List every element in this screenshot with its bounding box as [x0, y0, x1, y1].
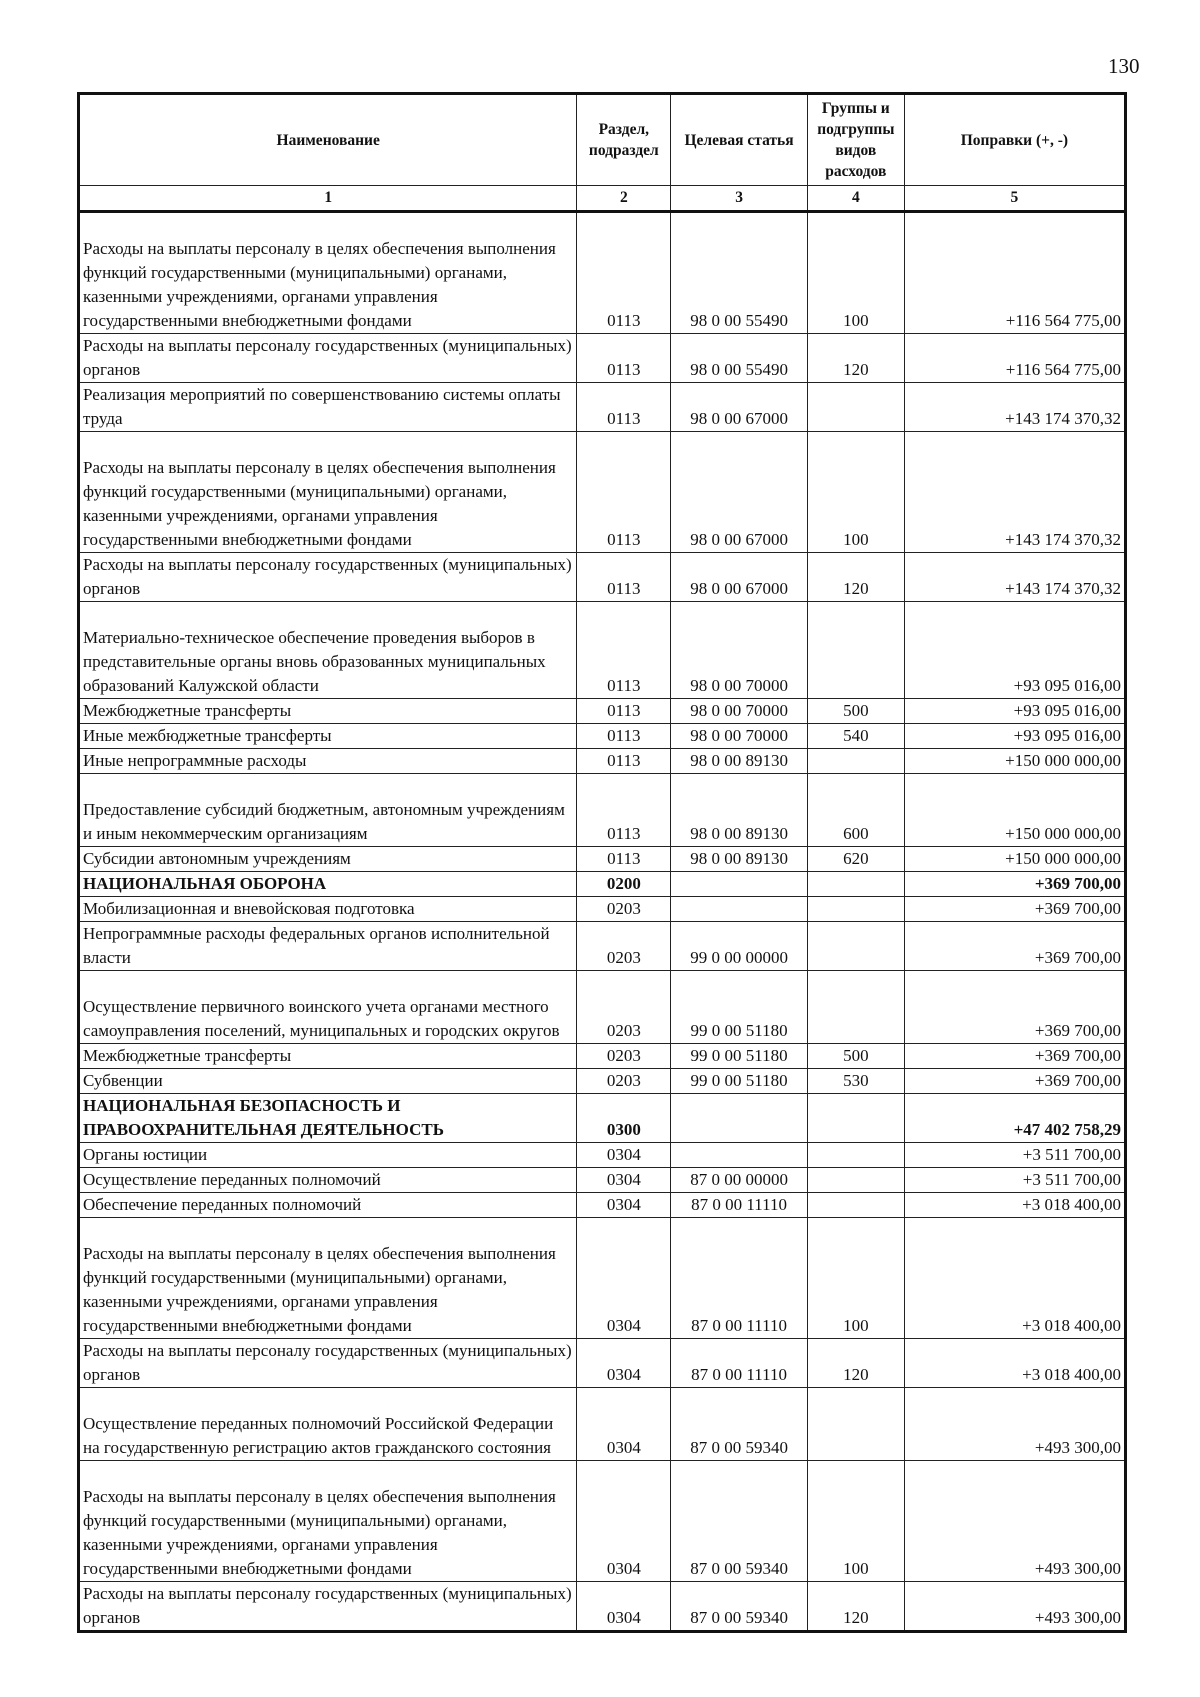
column-number: 4 [807, 186, 904, 212]
cell-section: 0203 [577, 1044, 671, 1069]
cell-amount: +143 174 370,32 [904, 432, 1125, 553]
cell-name: Расходы на выплаты персоналу государственных (муниципальных) органов [79, 334, 577, 383]
header-target: Целевая статья [671, 94, 808, 186]
column-number: 5 [904, 186, 1125, 212]
cell-amount: +116 564 775,00 [904, 212, 1125, 334]
table-body [79, 212, 1126, 1632]
cell-target: 87 0 00 59340 [671, 1461, 808, 1582]
table-row [79, 724, 1126, 749]
cell-target: 87 0 00 59340 [671, 1582, 808, 1632]
cell-section: 0113 [577, 334, 671, 383]
cell-amount: +116 564 775,00 [904, 334, 1125, 383]
header-group: Группы и подгруппы видов расходов [807, 94, 904, 186]
cell-amount: +3 511 700,00 [904, 1143, 1125, 1168]
cell-section: 0300 [577, 1094, 671, 1143]
cell-name: Субсидии автономным учреждениям [79, 847, 577, 872]
cell-group: 120 [807, 334, 904, 383]
cell-amount: +369 700,00 [904, 971, 1125, 1044]
cell-name: Субвенции [79, 1069, 577, 1094]
cell-target: 98 0 00 55490 [671, 212, 808, 334]
cell-amount: +143 174 370,32 [904, 383, 1125, 432]
column-number: 3 [671, 186, 808, 212]
cell-name: Осуществление первичного воинского учета органами местного самоуправления поселений, муниципальных и городских округов [79, 971, 577, 1044]
header-amendment: Поправки (+, -) [904, 94, 1125, 186]
cell-target: 98 0 00 89130 [671, 774, 808, 847]
column-number: 1 [79, 186, 577, 212]
cell-target: 98 0 00 70000 [671, 724, 808, 749]
cell-target: 99 0 00 51180 [671, 971, 808, 1044]
cell-amount: +493 300,00 [904, 1388, 1125, 1461]
cell-group: 620 [807, 847, 904, 872]
cell-group: 120 [807, 553, 904, 602]
table-row [79, 897, 1126, 922]
cell-section: 0304 [577, 1143, 671, 1168]
cell-section: 0113 [577, 724, 671, 749]
cell-amount: +369 700,00 [904, 922, 1125, 971]
cell-name: НАЦИОНАЛЬНАЯ БЕЗОПАСНОСТЬ И ПРАВООХРАНИТЕЛЬНАЯ ДЕЯТЕЛЬНОСТЬ [79, 1094, 577, 1143]
cell-target: 87 0 00 59340 [671, 1388, 808, 1461]
cell-group: 600 [807, 774, 904, 847]
cell-amount: +3 018 400,00 [904, 1218, 1125, 1339]
cell-group [807, 971, 904, 1044]
table-row [79, 847, 1126, 872]
cell-group: 100 [807, 1461, 904, 1582]
cell-group [807, 1143, 904, 1168]
cell-section: 0203 [577, 1069, 671, 1094]
cell-name: Материально-техническое обеспечение проведения выборов в представительные органы вновь образованных муниципальных образований Калужской области [79, 602, 577, 699]
cell-name: Осуществление переданных полномочий [79, 1168, 577, 1193]
cell-section: 0113 [577, 212, 671, 334]
cell-section: 0304 [577, 1461, 671, 1582]
table-row [79, 749, 1126, 774]
cell-group: 120 [807, 1582, 904, 1632]
cell-target: 87 0 00 11110 [671, 1193, 808, 1218]
cell-group: 100 [807, 1218, 904, 1339]
cell-amount: +3 018 400,00 [904, 1193, 1125, 1218]
cell-amount: +369 700,00 [904, 872, 1125, 897]
cell-name: Расходы на выплаты персоналу в целях обеспечения выполнения функций государственными (муниципальными) органами, казенными учреждениями, органами управления государственными внебюджетными фондами [79, 1218, 577, 1339]
table-row [79, 699, 1126, 724]
cell-target [671, 1094, 808, 1143]
cell-section: 0304 [577, 1582, 671, 1632]
table-header-row [79, 94, 1126, 186]
cell-target: 98 0 00 70000 [671, 602, 808, 699]
cell-group [807, 383, 904, 432]
column-number-row [79, 186, 1126, 212]
cell-amount: +3 511 700,00 [904, 1168, 1125, 1193]
cell-target: 87 0 00 00000 [671, 1168, 808, 1193]
cell-target: 99 0 00 51180 [671, 1044, 808, 1069]
cell-name: Расходы на выплаты персоналу в целях обеспечения выполнения функций государственными (муниципальными) органами, казенными учреждениями, органами управления государственными внебюджетными фондами [79, 1461, 577, 1582]
cell-group [807, 1094, 904, 1143]
cell-section: 0203 [577, 922, 671, 971]
table-row [79, 334, 1126, 383]
cell-name: Расходы на выплаты персоналу государственных (муниципальных) органов [79, 553, 577, 602]
cell-group [807, 1168, 904, 1193]
table-row [79, 1461, 1126, 1582]
cell-section: 0304 [577, 1388, 671, 1461]
page-number: 130 [1108, 54, 1140, 78]
cell-amount: +93 095 016,00 [904, 724, 1125, 749]
cell-name: Осуществление переданных полномочий Российской Федерации на государственную регистрацию актов гражданского состояния [79, 1388, 577, 1461]
cell-name: Мобилизационная и вневойсковая подготовка [79, 897, 577, 922]
cell-target: 98 0 00 67000 [671, 432, 808, 553]
cell-name: Расходы на выплаты персоналу государственных (муниципальных) органов [79, 1582, 577, 1632]
cell-group [807, 749, 904, 774]
table-row [79, 1069, 1126, 1094]
cell-section: 0113 [577, 553, 671, 602]
cell-amount: +47 402 758,29 [904, 1094, 1125, 1143]
table-row [79, 922, 1126, 971]
cell-group: 120 [807, 1339, 904, 1388]
table-row [79, 383, 1126, 432]
header-name: Наименование [79, 94, 577, 186]
cell-group: 500 [807, 699, 904, 724]
cell-amount: +369 700,00 [904, 1069, 1125, 1094]
cell-group: 100 [807, 212, 904, 334]
cell-amount: +93 095 016,00 [904, 699, 1125, 724]
table-row [79, 1582, 1126, 1632]
budget-amendments-table [77, 92, 1127, 1633]
cell-amount: +493 300,00 [904, 1582, 1125, 1632]
cell-section: 0113 [577, 847, 671, 872]
cell-section: 0113 [577, 774, 671, 847]
cell-group [807, 1388, 904, 1461]
cell-name: Иные межбюджетные трансферты [79, 724, 577, 749]
table-row [79, 1339, 1126, 1388]
cell-target [671, 872, 808, 897]
cell-section: 0304 [577, 1168, 671, 1193]
cell-target: 98 0 00 89130 [671, 847, 808, 872]
cell-name: Иные непрограммные расходы [79, 749, 577, 774]
table-row [79, 1094, 1126, 1143]
cell-target: 98 0 00 67000 [671, 383, 808, 432]
table-row [79, 553, 1126, 602]
table-row [79, 1218, 1126, 1339]
cell-group [807, 922, 904, 971]
table-row [79, 432, 1126, 553]
cell-amount: +143 174 370,32 [904, 553, 1125, 602]
cell-section: 0304 [577, 1193, 671, 1218]
cell-name: Расходы на выплаты персоналу в целях обеспечения выполнения функций государственными (муниципальными) органами, казенными учреждениями, органами управления государственными внебюджетными фондами [79, 432, 577, 553]
table-row [79, 1168, 1126, 1193]
cell-target: 87 0 00 11110 [671, 1218, 808, 1339]
cell-name: Расходы на выплаты персоналу государственных (муниципальных) органов [79, 1339, 577, 1388]
cell-amount: +493 300,00 [904, 1461, 1125, 1582]
cell-name: Расходы на выплаты персоналу в целях обеспечения выполнения функций государственными (муниципальными) органами, казенными учреждениями, органами управления государственными внебюджетными фондами [79, 212, 577, 334]
cell-amount: +369 700,00 [904, 897, 1125, 922]
table-row [79, 1193, 1126, 1218]
cell-section: 0203 [577, 897, 671, 922]
cell-section: 0113 [577, 383, 671, 432]
cell-amount: +93 095 016,00 [904, 602, 1125, 699]
cell-group [807, 602, 904, 699]
cell-target: 98 0 00 67000 [671, 553, 808, 602]
cell-group: 100 [807, 432, 904, 553]
cell-amount: +150 000 000,00 [904, 774, 1125, 847]
cell-group [807, 872, 904, 897]
cell-section: 0200 [577, 872, 671, 897]
cell-target: 98 0 00 89130 [671, 749, 808, 774]
cell-group: 540 [807, 724, 904, 749]
cell-target: 99 0 00 51180 [671, 1069, 808, 1094]
cell-section: 0113 [577, 432, 671, 553]
cell-target: 98 0 00 70000 [671, 699, 808, 724]
cell-name: Межбюджетные трансферты [79, 1044, 577, 1069]
table-row [79, 971, 1126, 1044]
cell-target: 99 0 00 00000 [671, 922, 808, 971]
cell-amount: +150 000 000,00 [904, 749, 1125, 774]
cell-name: Непрограммные расходы федеральных органов исполнительной власти [79, 922, 577, 971]
column-number: 2 [577, 186, 671, 212]
cell-amount: +150 000 000,00 [904, 847, 1125, 872]
cell-target: 87 0 00 11110 [671, 1339, 808, 1388]
cell-section: 0113 [577, 602, 671, 699]
table-row [79, 1143, 1126, 1168]
table-row [79, 774, 1126, 847]
table-row [79, 1044, 1126, 1069]
cell-section: 0304 [577, 1218, 671, 1339]
cell-amount: +3 018 400,00 [904, 1339, 1125, 1388]
cell-section: 0203 [577, 971, 671, 1044]
cell-name: Предоставление субсидий бюджетным, автономным учреждениям и иным некоммерческим организациям [79, 774, 577, 847]
cell-section: 0113 [577, 749, 671, 774]
cell-group [807, 1193, 904, 1218]
cell-name: Межбюджетные трансферты [79, 699, 577, 724]
table-row [79, 1388, 1126, 1461]
cell-section: 0113 [577, 699, 671, 724]
cell-name: Органы юстиции [79, 1143, 577, 1168]
table-row [79, 602, 1126, 699]
cell-target: 98 0 00 55490 [671, 334, 808, 383]
cell-group: 530 [807, 1069, 904, 1094]
cell-group [807, 897, 904, 922]
cell-name: НАЦИОНАЛЬНАЯ ОБОРОНА [79, 872, 577, 897]
table-row [79, 212, 1126, 334]
header-section: Раздел, подраздел [577, 94, 671, 186]
cell-group: 500 [807, 1044, 904, 1069]
cell-amount: +369 700,00 [904, 1044, 1125, 1069]
cell-target [671, 1143, 808, 1168]
cell-section: 0304 [577, 1339, 671, 1388]
cell-name: Реализация мероприятий по совершенствованию системы оплаты труда [79, 383, 577, 432]
cell-target [671, 897, 808, 922]
cell-name: Обеспечение переданных полномочий [79, 1193, 577, 1218]
table-row [79, 872, 1126, 897]
